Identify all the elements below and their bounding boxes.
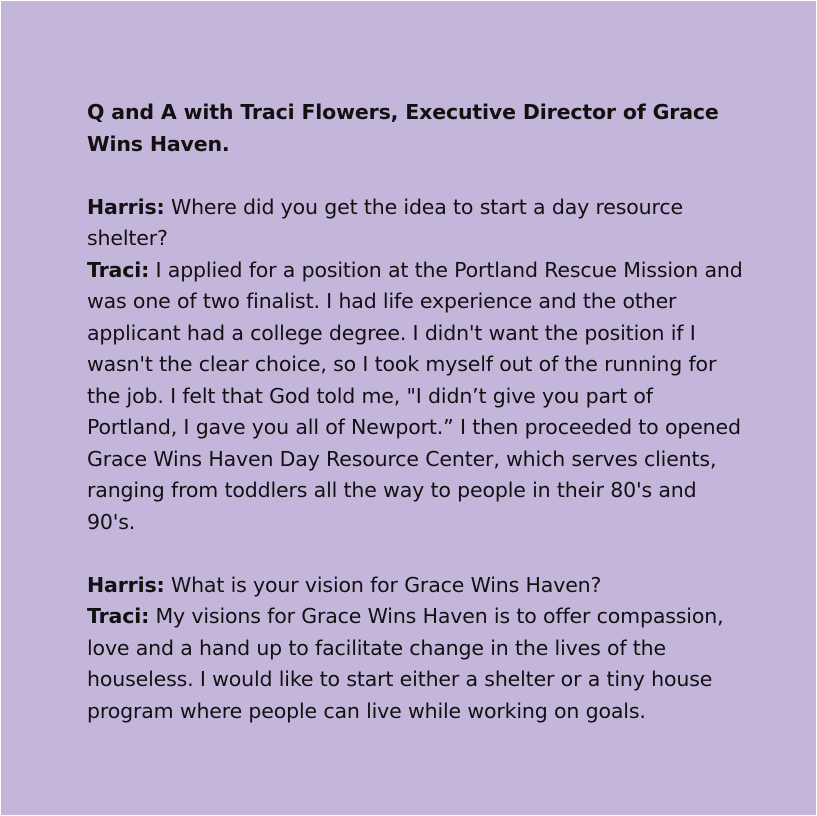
question-2 — [87, 570, 747, 602]
interview-article — [87, 97, 747, 727]
question-2-speaker: Harris: — [87, 572, 165, 597]
content-panel — [1, 1, 816, 815]
question-2-text: What is your vision for Grace Wins Haven? — [164, 572, 602, 597]
spacer — [87, 160, 747, 192]
question-1-speaker: Harris: — [87, 194, 165, 219]
answer-1-speaker: Traci: — [87, 257, 150, 282]
article-title: Q and A with Traci Flowers, Executive Director of Grace Wins Haven. — [87, 100, 719, 156]
question-1 — [87, 192, 747, 255]
answer-2 — [87, 601, 747, 727]
spacer — [87, 538, 747, 570]
answer-2-speaker: Traci: — [87, 604, 150, 628]
answer-2-text: My visions for Grace Wins Haven is to offer compassion, love and a hand up to facilitate change in the lives of the houseless. I would like to start either a shelter or a tiny house program where people can live while working on goals. — [87, 604, 724, 723]
answer-1-text: I applied for a position at the Portland Rescue Mission and was one of two finalist. I had life experience and the other applicant had a college degree. I didn't want the position if I wasn't the clear choice, so I took myself out of the running for the job. I felt that God told me, "I didn’t give you part of Portland, I gave you all of Newport.” I then proceeded to opened Grace Wins Haven Day Resource Center, which serves clients, ranging from toddlers all the way to people in their 80's and 90's. — [87, 257, 743, 534]
question-1-text: Where did you get the idea to start a day resource shelter? — [87, 194, 683, 250]
answer-1 — [87, 255, 747, 539]
